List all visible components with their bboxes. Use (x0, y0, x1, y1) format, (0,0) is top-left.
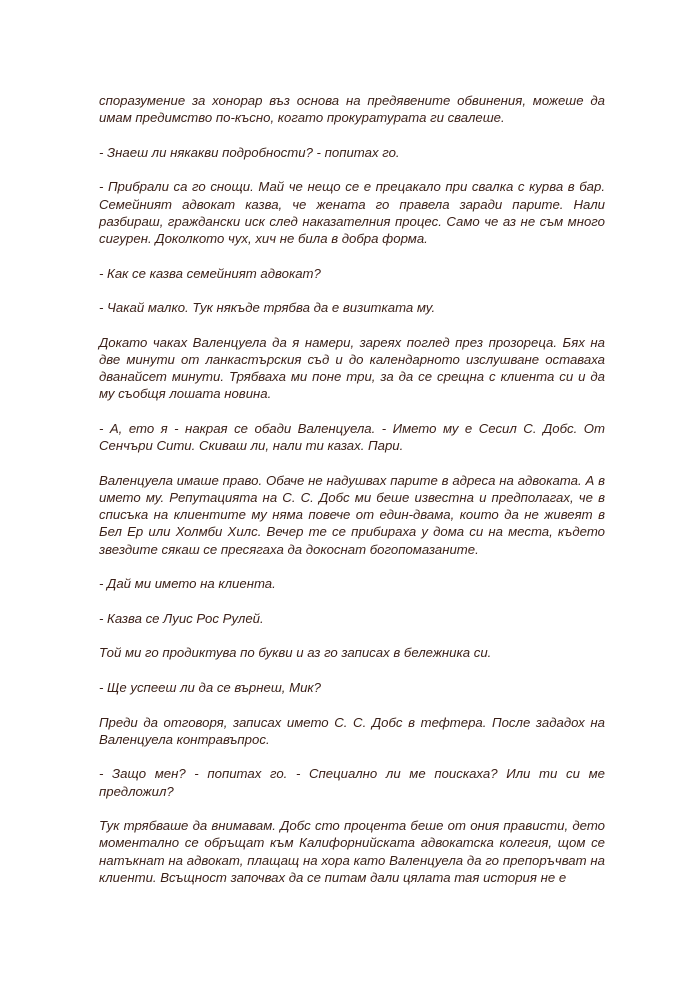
paragraph: - Знаеш ли някакви подробности? - попитах го. (99, 144, 400, 160)
paragraph: Валенцуела имаше право. Обаче не надушвах парите в адреса на адвоката. А в името му. Репутацията на С. С. Добс ми беше известна и предполагах, че в списъка на клиентите му няма повече от един-двама, които да не живеят в Бел Ер или Холмби Хилс. Вечер те се прибираха у дома си на места, където звездите сякаш се пресягаха да докоснат богопомазаните. (99, 472, 605, 557)
paragraph: - Ще успееш ли да се върнеш, Мик? (99, 679, 321, 695)
paragraph: - Защо мен? - попитах го. - Специално ли ме поискаха? Или ти си ме предложил? (99, 766, 605, 799)
paragraph: Тук трябваше да внимавам. Добс сто процента беше от ония прависти, дето моментално се обръщат към Калифорнийската адвокатска колегия, щом се натъкнат на адвокат, плащащ на хора като Валенцуела да го препоръчват на клиенти. Всъщност започвах да се питам дали цялата тая история не е (99, 818, 605, 885)
paragraph: - Как се казва семейният адвокат? (99, 265, 321, 281)
paragraph: - Чакай малко. Тук някъде трябва да е визитката му. (99, 300, 436, 316)
paragraph: Докато чаках Валенцуела да я намери, зареях поглед през прозореца. Бях на две минути от ланкастърския съд и до календарното изслушване оставаха дванайсет минути. Трябваха ми поне три, за да се срещна с клиента си и да му съобщя лошата новина. (99, 334, 605, 402)
document-body (99, 92, 605, 903)
paragraph: споразумение за хонорар въз основа на предявените обвинения, можеше да имам предимство по-късно, когато прокуратурата ги свалеше. (99, 93, 605, 126)
paragraph: - Казва се Луис Рос Рулей. (99, 610, 264, 626)
paragraph: Той ми го продиктува по букви и аз го записах в бележника си. (99, 645, 492, 661)
paragraph: - А, ето я - накрая се обади Валенцуела. - Името му е Сесил С. Добс. От Сенчъри Сити. Скиваш ли, нали ти казах. Пари. (99, 420, 605, 454)
paragraph: - Дай ми името на клиента. (99, 576, 276, 592)
paragraph: Преди да отговоря, записах името С. С. Добс в тефтера. После зададох на Валенцуела контравъпрос. (99, 714, 605, 747)
paragraph: - Прибрали са го снощи. Май че нещо се е прецакало при свалка с курва в бар. Семейният адвокат казва, че жената го правела заради парите. Нали разбираш, граждански иск след наказателния процес. Само че аз не съм много сигурен. Доколкото чух, хич не била в добра форма. (99, 179, 605, 246)
